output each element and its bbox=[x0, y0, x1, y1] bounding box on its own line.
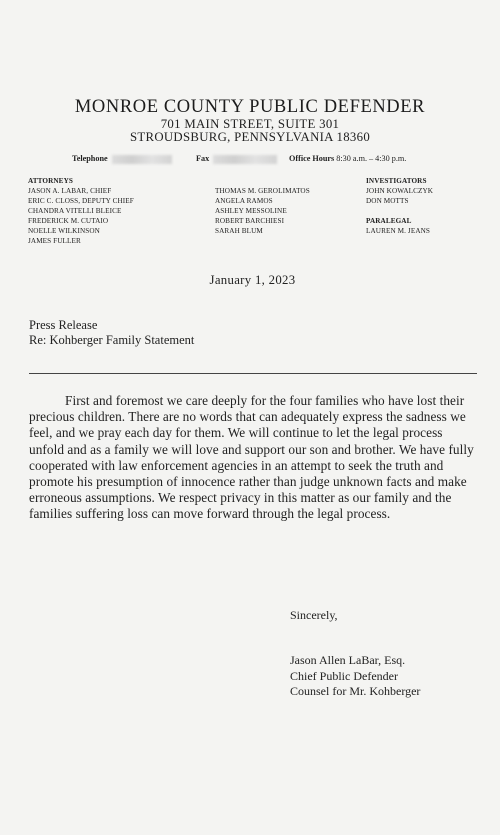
office-hours-value: 8:30 a.m. – 4:30 p.m. bbox=[336, 154, 407, 163]
press-release-label: Press Release bbox=[29, 318, 98, 332]
fax-redacted bbox=[213, 155, 277, 164]
staff-name: THOMAS M. GEROLIMATOS bbox=[215, 187, 310, 195]
signer-name: Jason Allen LaBar, Esq. bbox=[290, 653, 406, 667]
signer-title: Chief Public Defender bbox=[290, 668, 398, 683]
telephone-redacted bbox=[112, 155, 172, 164]
staff-name: ASHLEY MESSOLINE bbox=[215, 207, 287, 215]
investigators-column bbox=[366, 176, 433, 236]
paralegal-heading: PARALEGAL bbox=[366, 217, 412, 225]
telephone-field bbox=[72, 154, 172, 164]
staff-name: ROBERT BARCHIESI bbox=[215, 217, 285, 225]
staff-name: JASON A. LABAR, CHIEF bbox=[28, 187, 112, 195]
letter-body bbox=[29, 393, 479, 523]
staff-name: FREDERICK M. CUTAIO bbox=[28, 217, 109, 225]
body-paragraph: First and foremost we care deeply for the four families who have lost their precious children. There are no words that can adequately express the sadness we feel, and we pray each day for them. We will continue to let the legal process unfold and as a family we will love and support our son and brother. We have fully cooperated with law enforcement agencies in an attempt to seek the truth and promote his presumption of innocence rather than judge unknown facts and make erroneous assumptions. We respect privacy in this matter as our family and the families suffering loss can move forward through the legal process. bbox=[29, 393, 474, 522]
staff-name: CHANDRA VITELLI BLEICE bbox=[28, 207, 122, 215]
staff-name: ERIC C. CLOSS, DEPUTY CHIEF bbox=[28, 197, 134, 205]
attorneys-column-2 bbox=[215, 186, 310, 236]
staff-name: SARAH BLUM bbox=[215, 227, 263, 235]
letter-date: January 1, 2023 bbox=[209, 273, 296, 287]
signature-block bbox=[290, 653, 420, 700]
org-name: MONROE COUNTY PUBLIC DEFENDER bbox=[74, 97, 426, 117]
investigators-heading: INVESTIGATORS bbox=[366, 177, 427, 185]
staff-name: JOHN KOWALCZYK bbox=[366, 187, 434, 195]
address-line-1: 701 MAIN STREET, SUITE 301 bbox=[160, 117, 340, 131]
press-header bbox=[29, 318, 194, 348]
office-hours-label: Office Hours bbox=[289, 154, 335, 163]
signer-role: Counsel for Mr. Kohberger bbox=[290, 684, 421, 698]
staff-name: LAUREN M. JEANS bbox=[366, 227, 430, 235]
attorneys-heading: ATTORNEYS bbox=[28, 177, 73, 185]
staff-name: DON MOTTS bbox=[366, 197, 409, 205]
fax-field bbox=[196, 154, 277, 164]
staff-name: JAMES FULLER bbox=[28, 237, 81, 245]
closing: Sincerely, bbox=[290, 608, 338, 622]
office-hours-field bbox=[289, 154, 406, 163]
address-line-2: STROUDSBURG, PENNSYLVANIA 18360 bbox=[129, 130, 371, 144]
staff-name: NOELLE WILKINSON bbox=[28, 227, 100, 235]
attorneys-column-1 bbox=[28, 176, 134, 246]
fax-label: Fax bbox=[196, 154, 210, 163]
telephone-label: Telephone bbox=[72, 154, 108, 163]
divider bbox=[29, 373, 477, 374]
subject-line: Re: Kohberger Family Statement bbox=[29, 333, 195, 347]
staff-name: ANGELA RAMOS bbox=[215, 197, 273, 205]
